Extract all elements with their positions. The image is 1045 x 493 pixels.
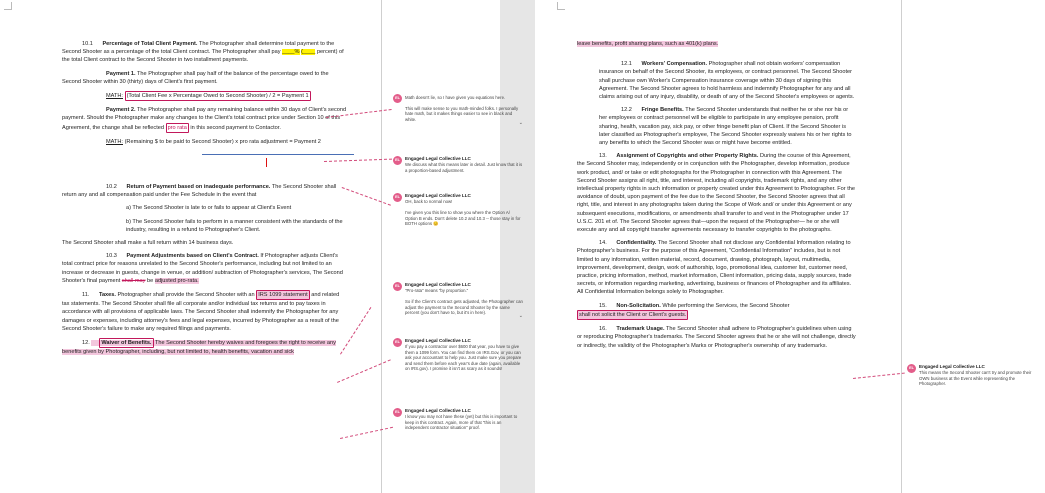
comment-leader-line: [337, 359, 391, 383]
continued-text[interactable]: leave benefits, profit sharing plans, such as 401(k) plans.: [577, 41, 719, 47]
section-title: Percentage of Total Client Payment.: [102, 41, 198, 47]
comment-balloon[interactable]: EL Engaged Legal Collective LLC If you pay a contractor over $600 that year, you have to give them a 1099 form. You can find them on IRS.Gov, or you can ask your accountant to help you. Just make sure you prepare and send them before each year's due date (again, available on IRS.gov). I promise it isn't as scary as it sounds!: [405, 338, 523, 371]
section-12-1[interactable]: 12.1 Workers' Compensation. Photographer shall not obtain workers' compensation insurance on behalf of the Second Shooter, its employees, or contract personnel. The Second Shooter shall purchase own Worker's Compensation insurance coverage within 30 days of signing this Agreement. The Second Shooter agrees to hold harmless and indemnify Photographer for any and all claims arising out of any injury, disability, or death of any of the Second Shooter's employees or agents.: [599, 61, 855, 101]
section-15[interactable]: 15. Non-Solicitation. While performing the Services, the Second Shooter shall not solicit the Client or Client's guests.: [577, 302, 857, 320]
comment-margin-divider: [381, 0, 382, 493]
separator-line: [202, 154, 354, 155]
comment-balloon[interactable]: EL Engaged Legal Collective LLC I know you may not have these (yet) but this is important to keep in this contract. Again, more of that "this is an independent contractor situation" proof.: [405, 408, 523, 431]
tracked-deletion: shall may: [121, 277, 146, 284]
comment-balloon[interactable]: EL Engaged Legal Collective LLC This means the Second Shooter can't try and promote their OWN business at the Event while representing the Photographer.: [919, 364, 1037, 387]
math-formula-2[interactable]: MATH: (Remaining $ to be paid to Second Shooter) x pro rata adjustment = Payment 2: [106, 138, 321, 145]
comment-margin-divider: [901, 0, 902, 493]
comment-leader-line: [340, 427, 393, 439]
section-11[interactable]: 11. Taxes. Photographer shall provide the Second Shooter with an IRS 1099 statement and related tax statements. The Second Shooter shall file all corporate and/or individual tax returns and to pay taxes in accordance with all provisions of applicable laws. The Second Shooter shall indemnify the Photographer for any damages or expenses, including attorney's fees and legal expenses, incurred by Photographer as a result of the Second Shooter's failure to make any required filings and payments.: [62, 292, 340, 332]
comment-leader-line: [853, 373, 905, 379]
page2-body[interactable]: [577, 40, 857, 355]
section-10-3[interactable]: 10.3 Payment Adjustments based on Client's Contract. If Photographer adjusts Client's total contract price for reasons unrelated to the Second Shooter's performance, including but not limited to an increase or decrease in guests, change in venue, or addition/ subtraction of Photographer's services, The Second Shooter's final payment shall may be adjusted pro-rata.: [62, 253, 343, 284]
list-item-a: a) The Second Shooter is late to or fails to appear at Client's Event: [126, 205, 292, 212]
comment-balloon[interactable]: EL Engaged Legal Collective LLC We discuss what this means later in detail. Just know that it is a proportion-based adjustment.: [405, 156, 523, 173]
section-13[interactable]: 13. Assignment of Copyrights and other Property Rights. During the course of this Agreement, the Second Shooter may, independently or in conjunction with the Photographer, develop information, produce work product, and/ or take or edit photographs for the Photographer in connection with this Agreement. The Second Shooter assigns all right, title, and interest, including all copyrights, trademark rights, and any other intellectual property rights in such information or property created under this Agreement to Photographer. For the avoidance of doubt, upon payment of the fee due to the Second Shooter, the Second Shooter agrees that all right, title, and interest in any photographs taken during the Scope of Work and/ or under this Agreement or any subsequent executions, modifications, or amendments shall transfer to and vest in the Photographer under 17 U.S.C. 201 et of. The Second Shooter agrees that—upon the request of the Photographer— he or she will execute any and all copyright transfer agreements necessary to transfer copyrights to the photographs.: [577, 153, 855, 234]
section-10-1[interactable]: 10.1 Percentage of Total Client Payment. The Photographer shall determine total payment to the Second Shooter as a percentage of the total Client contract. The Photographer shall pay ____% (____ percent) of the total Client contract to the Second Shooter in two installment payments.: [62, 41, 344, 64]
payment-1[interactable]: Payment 1. The Photographer shall pay half of the balance of the percentage owed to the Second Shooter within 30 (thirty) days of Client's first payment.: [62, 70, 329, 85]
math-formula-1[interactable]: MATH: (Total Client Fee x Percentage Owed to Second Shooter) / 2 = Payment 1: [106, 91, 348, 101]
section-12[interactable]: 12. Waiver of Benefits. The Second Shooter hereby waives and foregoes the right to receive any benefits given by Photographer, including, but not limited to, health benefits, vacation and sick: [62, 340, 336, 356]
section-12-2[interactable]: 12.2 Fringe Benefits. The Second Shooter understands that neither he or she nor his or her employees or contract personnel will be eligible to participate in any employee pension, profit sharing, health, vacation pay, sick pay, or other fringe benefit plan of Client. If the Second Shooter is later classified as Photographer's employee, The Second Shooter expressly waives his or her rights to any benefits to which the Second Shooter was or might have become entitled.: [599, 107, 852, 147]
section-14[interactable]: 14. Confidentiality. The Second Shooter shall not disclose any Confidential Information relating to Photographer's business. For the purpose of this Agreement, "Confidential Information" includes, but is not limited to any information, written material, record, document, drawing, photograph, layout, multimedia, improvement, development, design, work of authorship, logo, promotional idea, customer list, customer need, practice, pricing information, method, market information, Client information, pricing data, supply sources, trade secrets, or information regarding marketing, advertising, business or finances of Photographer and its affiliates. All Confidential Information belongs solely to Photographer.: [577, 240, 852, 296]
smile-emoji-icon: 😊: [433, 221, 439, 227]
comment-leader-line: [342, 187, 391, 206]
refund-sentence: The Second Shooter shall make a full return within 14 business days.: [62, 240, 234, 247]
text-cursor: [266, 158, 267, 167]
chevron-down-icon[interactable]: ⌄: [518, 119, 523, 126]
document-page-2: [535, 0, 1045, 493]
tracked-insertion: pro rata: [166, 123, 189, 133]
crop-mark: [557, 2, 565, 10]
comment-balloon[interactable]: EL Engaged Legal Collective LLC OH, back to normal now! I've given you this line to show you where the Option A/ Option B ends. Don't delete 10.2 and 10.3 -- those stay in for BOTH options 😊: [405, 193, 523, 226]
payment-2[interactable]: Payment 2. The Photographer shall pay any remaining balance within 30 days of Client's second payment. Should the Photographer make any changes to the Client's total contract price under Section 10 of this Agreement, the change shall be reflected pro rata in this second payment to Contactor.: [62, 106, 348, 133]
comment-balloon[interactable]: EL Engaged Legal Collective LLC "Pro-rata" means "by proportion." So if the Client's contract gets adjusted, the Photographer can adjust the payment to the Second Shooter by the same percent (you don't have to, but it's in here). ⌄: [405, 282, 523, 315]
comment-balloon[interactable]: EL Math doesn't lie, so I have given you equations here. This will make sense to you math-minded folks. I personally hate math, but it makes things easier to see in black and white. ⌄: [405, 94, 523, 122]
page1-body[interactable]: [62, 40, 348, 361]
section-16[interactable]: 16. Trademark Usage. The Second Shooter shall adhere to Photographer's guidelines when using or reproducing Photographer's trademarks. The Second Shooter agrees that he or she will not challenge, directly or indirectly, the validity of the Photographer's Marks or Photographer's ownership of any trademarks.: [577, 326, 856, 349]
crop-mark: [4, 2, 12, 10]
chevron-down-icon[interactable]: ⌄: [518, 313, 523, 320]
list-item-b: b) The Second Shooter fails to perform in a manner consistent with the standards of the industry, resulting in a refund to Photographer's Client.: [126, 218, 343, 233]
section-10-2[interactable]: 10.2 Return of Payment based on inadequate performance. The Second Shooter shall return any and all compensation paid under the Fee Schedule in the event that: [62, 184, 337, 199]
